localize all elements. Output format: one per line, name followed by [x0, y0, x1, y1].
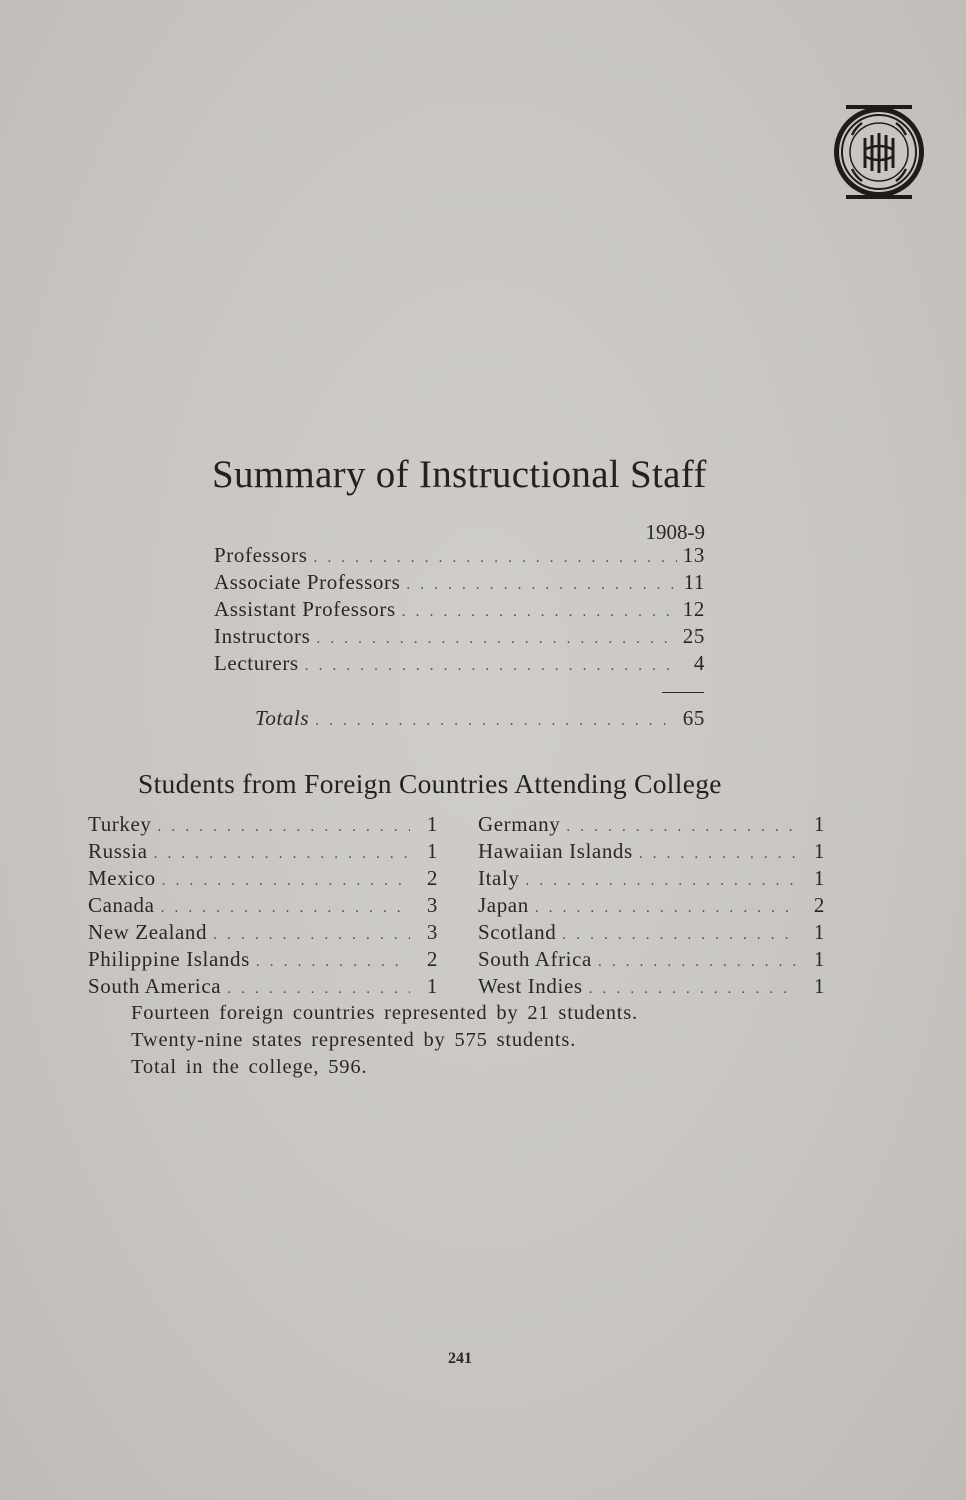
country-name: Mexico	[88, 866, 156, 890]
leader-dots	[525, 873, 797, 890]
staff-row-value: 11	[683, 570, 705, 594]
country-row	[478, 893, 825, 918]
page-number: 241	[448, 1350, 472, 1367]
staff-row-label: Assistant Professors	[214, 597, 396, 621]
foreign-students-title: Students from Foreign Countries Attending College	[138, 768, 722, 799]
staff-row	[214, 543, 705, 568]
country-row	[478, 839, 825, 864]
staff-row-value: 12	[682, 597, 705, 621]
country-name: Russia	[88, 839, 148, 863]
leader-dots	[227, 981, 410, 998]
leader-dots	[598, 954, 797, 971]
country-name: Hawaiian Islands	[478, 839, 633, 863]
staff-totals-row	[255, 706, 705, 731]
leader-dots	[162, 873, 410, 890]
country-name: Turkey	[88, 812, 152, 836]
staff-row	[214, 570, 705, 595]
leader-dots	[158, 819, 410, 836]
leader-dots	[402, 604, 677, 621]
country-row	[88, 866, 438, 891]
leader-dots	[535, 900, 797, 917]
country-count: 1	[813, 812, 825, 836]
staff-row-value: 13	[682, 543, 705, 567]
country-name: New Zealand	[88, 920, 208, 944]
staff-row-value: 4	[693, 651, 705, 675]
country-count: 1	[813, 947, 825, 971]
country-name: West Indies	[478, 974, 583, 998]
states-summary-line: Twenty-nine states represented by 575 students.	[131, 1029, 577, 1051]
leader-dots	[316, 631, 676, 648]
staff-row-label: Lecturers	[214, 651, 299, 675]
country-name: South America	[88, 974, 222, 998]
leader-dots	[562, 927, 797, 944]
totals-rule	[662, 692, 704, 693]
staff-year-header: 1908-9	[645, 520, 705, 544]
country-count: 2	[426, 947, 438, 971]
country-count: 2	[813, 893, 825, 917]
leader-dots	[213, 927, 410, 944]
staff-summary-title: Summary of Instructional Staff	[212, 453, 707, 496]
staff-row	[214, 624, 705, 649]
totals-value: 65	[682, 706, 705, 730]
leader-dots	[406, 577, 677, 594]
country-row	[88, 812, 438, 837]
country-name: Japan	[478, 893, 529, 917]
country-count: 1	[426, 812, 438, 836]
country-count: 1	[813, 839, 825, 863]
country-row	[88, 974, 438, 999]
country-count: 1	[426, 974, 438, 998]
class-seal-icon	[832, 105, 926, 199]
foreign-summary-line: Fourteen foreign countries represented by 21 students.	[131, 1002, 638, 1024]
country-count: 3	[426, 893, 438, 917]
country-count: 1	[426, 839, 438, 863]
country-count: 1	[813, 920, 825, 944]
staff-row-value: 25	[682, 624, 705, 648]
staff-row-label: Associate Professors	[214, 570, 401, 594]
country-count: 2	[426, 866, 438, 890]
country-row	[478, 920, 825, 945]
leader-dots	[161, 900, 410, 917]
college-total-line: Total in the college, 596.	[131, 1056, 368, 1078]
country-count: 1	[813, 974, 825, 998]
country-row	[88, 947, 438, 972]
totals-label: Totals	[255, 706, 310, 730]
seal-graphic	[832, 105, 926, 199]
country-row	[478, 974, 825, 999]
staff-row-label: Professors	[214, 543, 308, 567]
country-row	[88, 893, 438, 918]
staff-row	[214, 651, 705, 676]
staff-row-label: Instructors	[214, 624, 311, 648]
leader-dots	[256, 954, 410, 971]
country-row	[478, 866, 825, 891]
country-name: Germany	[478, 812, 561, 836]
country-count: 1	[813, 866, 825, 890]
leader-dots	[566, 819, 797, 836]
leader-dots	[315, 713, 677, 730]
country-name: Italy	[478, 866, 520, 890]
country-name: Canada	[88, 893, 155, 917]
country-row	[478, 812, 825, 837]
leader-dots	[639, 846, 797, 863]
country-name: Philippine Islands	[88, 947, 250, 971]
country-row	[478, 947, 825, 972]
leader-dots	[314, 550, 677, 567]
leader-dots	[305, 658, 677, 675]
country-count: 3	[426, 920, 438, 944]
staff-row	[214, 597, 705, 622]
leader-dots	[154, 846, 410, 863]
country-name: South Africa	[478, 947, 592, 971]
country-name: Scotland	[478, 920, 557, 944]
country-row	[88, 920, 438, 945]
leader-dots	[589, 981, 797, 998]
country-row	[88, 839, 438, 864]
